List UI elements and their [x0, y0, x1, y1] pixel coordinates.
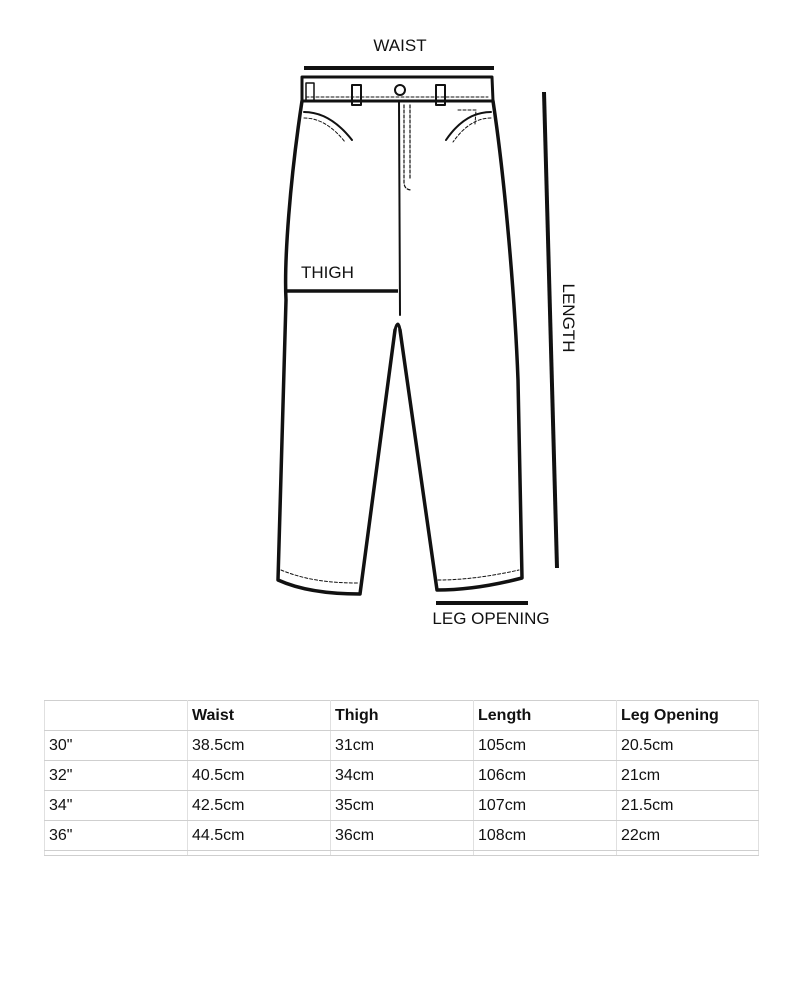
header-waist: Waist [188, 701, 331, 731]
table-header-row [45, 701, 759, 731]
cell-leg-opening: 22cm [617, 821, 759, 851]
table-row [45, 761, 759, 791]
header-length: Length [474, 701, 617, 731]
header-leg-opening: Leg Opening [617, 701, 759, 731]
cell-waist: 40.5cm [188, 761, 331, 791]
cell-thigh: 35cm [331, 791, 474, 821]
length-label: LENGTH [559, 283, 578, 353]
filler-cell [45, 851, 188, 856]
length-measure-line [544, 92, 557, 568]
cell-length: 108cm [474, 821, 617, 851]
table-row [45, 731, 759, 761]
cell-length: 105cm [474, 731, 617, 761]
cell-size: 30" [45, 731, 188, 761]
cell-leg-opening: 21.5cm [617, 791, 759, 821]
cell-length: 107cm [474, 791, 617, 821]
cell-size: 34" [45, 791, 188, 821]
filler-cell [474, 851, 617, 856]
cell-size: 32" [45, 761, 188, 791]
cell-length: 106cm [474, 761, 617, 791]
pants-drawing [278, 77, 522, 594]
table-filler-row [45, 851, 759, 856]
cell-leg-opening: 20.5cm [617, 731, 759, 761]
cell-thigh: 31cm [331, 731, 474, 761]
cell-thigh: 34cm [331, 761, 474, 791]
size-chart [44, 700, 758, 856]
cell-waist: 42.5cm [188, 791, 331, 821]
waist-label: WAIST [373, 36, 427, 55]
header-thigh: Thigh [331, 701, 474, 731]
thigh-label: THIGH [301, 263, 354, 282]
header-size [45, 701, 188, 731]
size-table [44, 700, 759, 856]
filler-cell [331, 851, 474, 856]
leg-opening-label: LEG OPENING [432, 609, 550, 628]
cell-leg-opening: 21cm [617, 761, 759, 791]
table-row [45, 791, 759, 821]
filler-cell [188, 851, 331, 856]
cell-waist: 44.5cm [188, 821, 331, 851]
table-row [45, 821, 759, 851]
filler-cell [617, 851, 759, 856]
cell-thigh: 36cm [331, 821, 474, 851]
cell-size: 36" [45, 821, 188, 851]
cell-waist: 38.5cm [188, 731, 331, 761]
